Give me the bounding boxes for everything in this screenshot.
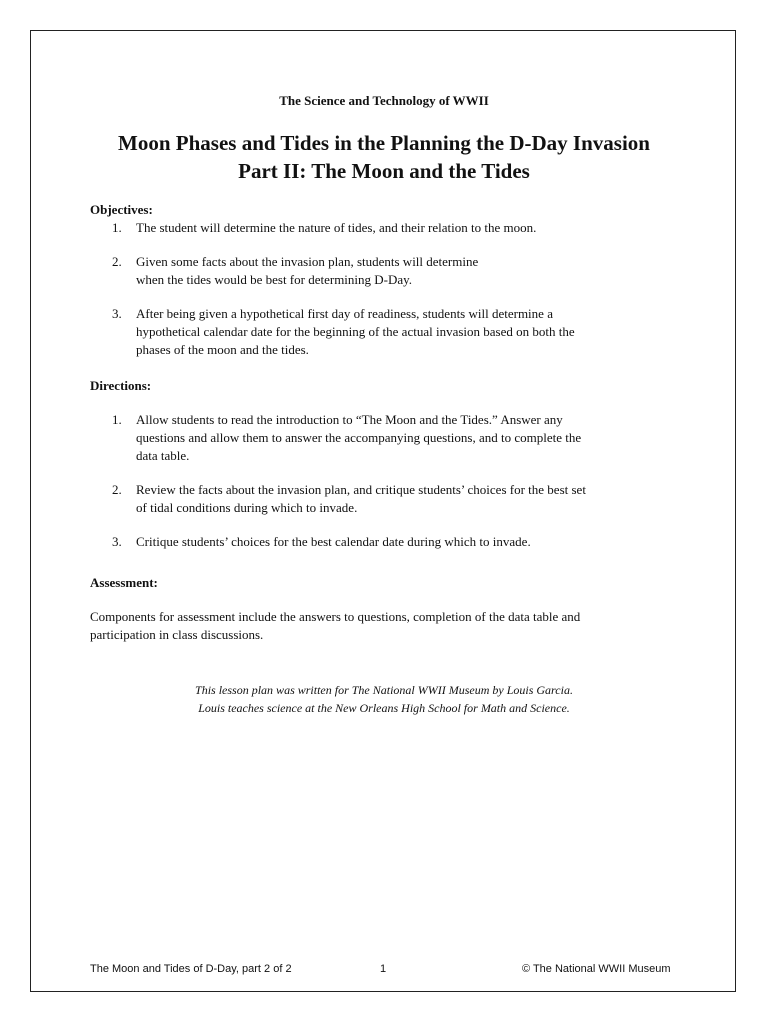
list-number: 1.: [112, 220, 122, 235]
footer-copyright: © The National WWII Museum: [522, 963, 671, 975]
text-line: Review the facts about the invasion plan, and critique students’ choices for the best set: [136, 482, 586, 497]
objectives-list: [90, 219, 680, 359]
objective-item-3: [90, 305, 680, 359]
text-line: Given some facts about the invasion plan, students will determine: [136, 254, 479, 269]
text-line: phases of the moon and the tides.: [136, 342, 309, 357]
assessment-text: [90, 608, 680, 644]
series-title: The Science and Technology of WWII: [279, 93, 489, 108]
text-line: when the tides would be best for determining D-Day.: [136, 272, 413, 287]
assessment-heading: Assessment:: [90, 575, 158, 590]
credit-line-1: This lesson plan was written for The National WWII Museum by Louis Garcia.: [195, 683, 573, 697]
directions-section: [90, 377, 680, 551]
list-number: 3.: [112, 306, 122, 321]
direction-item-2: [90, 481, 680, 517]
direction-item-3: [90, 533, 680, 551]
text-line: of tidal conditions during which to invade.: [136, 500, 358, 515]
footer-page-number: 1: [380, 963, 387, 975]
text-line: The student will determine the nature of tides, and their relation to the moon.: [136, 220, 537, 235]
objective-item-1: [90, 219, 680, 237]
document-title: [0, 129, 768, 185]
objectives-section: [90, 201, 680, 359]
objectives-heading: Objectives:: [90, 202, 153, 217]
assessment-section: [90, 574, 680, 644]
title-line-1: Moon Phases and Tides in the Planning the D-Day Invasion: [118, 131, 650, 155]
text-line: Critique students’ choices for the best calendar date during which to invade.: [136, 534, 531, 549]
title-line-2: Part II: The Moon and the Tides: [238, 159, 530, 183]
list-number: 1.: [112, 412, 122, 427]
text-line: Components for assessment include the answers to questions, completion of the data table and: [90, 609, 581, 624]
list-number: 2.: [112, 254, 122, 269]
text-line: data table.: [136, 448, 190, 463]
text-line: After being given a hypothetical first day of readiness, students will determine a: [136, 306, 553, 321]
footer-document-name: The Moon and Tides of D-Day, part 2 of 2: [90, 963, 292, 975]
objective-item-2: [90, 253, 680, 289]
directions-list: [90, 411, 680, 551]
list-number: 2.: [112, 482, 122, 497]
author-credit: [0, 681, 768, 717]
text-line: Allow students to read the introduction to “The Moon and the Tides.” Answer any: [136, 412, 563, 427]
text-line: hypothetical calendar date for the beginning of the actual invasion based on both the: [136, 324, 575, 339]
text-line: participation in class discussions.: [90, 627, 264, 642]
directions-heading: Directions:: [90, 378, 152, 393]
credit-line-2: Louis teaches science at the New Orleans High School for Math and Science.: [198, 701, 570, 715]
text-line: questions and allow them to answer the accompanying questions, and to complete the: [136, 430, 582, 445]
list-number: 3.: [112, 534, 122, 549]
direction-item-1: [90, 411, 680, 465]
